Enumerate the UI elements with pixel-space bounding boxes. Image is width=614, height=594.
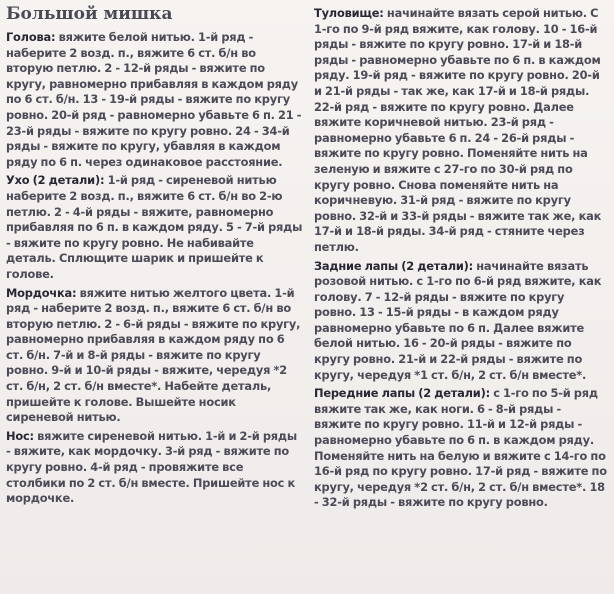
- section-ear: [6, 173, 304, 282]
- section-nose-label: Нос:: [6, 428, 34, 443]
- section-head-text: вяжите белой нитью. 1-й ряд - наберите 2 возд. п., вяжите 6 ст. б/н во вторую петлю. 2 - 12-й ряды - вяжите по кругу, равномерно прибавляя в каждом ряду по 6 ст. б/н. 13 - 19-й ряды - вяжите по кругу ровно. 20-й ряд - равномерно убавьте 6 п. 21 - 23-й ряды - вяжите по кругу ровно. 24 - 34-й ряды - вяжите по кругу, убавляя в каждом ряду по 6 п. через одинаковое расстояние.: [6, 30, 302, 169]
- page-title: Большой мишка: [6, 4, 173, 24]
- section-back-paws: [314, 259, 608, 384]
- section-ear-label: Ухо (2 детали):: [6, 173, 105, 188]
- section-back-paws-label: Задние лапы (2 детали):: [314, 258, 473, 273]
- section-body-label: Туловище:: [314, 6, 384, 20]
- right-column: [314, 6, 608, 514]
- section-muzzle: [6, 286, 304, 426]
- section-body: [314, 6, 608, 256]
- section-muzzle-label: Мордочка:: [6, 285, 77, 300]
- section-front-paws-text: с 1-го по 5-й ряд вяжите так же, как ноги. 6 - 8-й ряды - вяжите по кругу ровно. 11-й и 12-й ряды - равномерно убавьте по 6 п. в каждом ряду. Поменяйте нить на белую и вяжите с 14-го по 16-й ряд по кругу ровно. 17-й ряд - вяжите по кругу, чередуя *2 ст. б/н, 2 ст. б/н вместе*. 18 - 32-й ряды - вяжите по кругу ровно.: [314, 386, 607, 510]
- section-head: [6, 30, 304, 170]
- left-column: [6, 0, 304, 510]
- section-nose-text: вяжите сиреневой нитью. 1-й и 2-й ряды - вяжите, как мордочку. 3-й ряд - вяжите по кругу ровно. 4-й ряд - провяжите все столбики по 2 ст. б/н вместе. Пришейте нос к мордочке.: [6, 428, 297, 506]
- section-front-paws-label: Передние лапы (2 детали):: [314, 386, 490, 401]
- section-body-text: начинайте вязать серой нитью. С 1-го по 9-й ряд вяжите, как голову. 10 - 16-й ряды - вяжите по кругу ровно. 17-й и 18-й ряды - равномерно убавьте по 6 п. в каждом ряду. 19-й ряд - вяжите по кругу ровно. 20-й и 21-й ряды - так же, как 17-й и 18-й ряды. 22-й ряд - вяжите по кругу ровно. Далее вяжите коричневой нитью. 23-й ряд - равномерно убавьте 6 п. 24 - 26-й ряды - вяжите по кругу ровно. Поменяйте нить на зеленую и вяжите с 27-го по 30-й ряд по кругу ровно. Снова поменяйте нить на коричневую. 31-й ряд - вяжите по кругу ровно. 32-й и 33-й ряды - вяжите так же, как 17-й и 18-й ряды. 34-й ряд - стяните через петлю.: [314, 6, 602, 254]
- section-nose: [6, 429, 304, 507]
- section-front-paws: [314, 386, 608, 511]
- section-ear-text: 1-й ряд - сиреневой нитью наберите 2 возд. п., вяжите 6 ст. б/н во 2-ю петлю. 2 - 4-й ряды - вяжите, равномерно прибавляя по 6 п. в каждом ряду. 5 - 7-й ряды - вяжите по кругу ровно. Не набивайте деталь. Сплющите шарик и пришейте к голове.: [6, 173, 303, 281]
- section-back-paws-text: начинайте вязать розовой нитью. с 1-го по 6-й ряд вяжите, как голову. 7 - 12-й ряды - вяжите по кругу ровно. 13 - 15-й ряды - в каждом ряду равномерно убавьте по 6 п. Далее вяжите белой нитью. 16 - 20-й ряды - вяжите по кругу ровно. 21-й и 22-й ряды - вяжите по кругу, чередуя *1 ст. б/н, 2 ст. б/н вместе*.: [314, 258, 602, 382]
- section-head-label: Голова:: [6, 30, 56, 44]
- section-muzzle-text: вяжите нитью желтого цвета. 1-й ряд - наберите 2 возд. п., вяжите 6 ст. б/н во вторую петлю. 2 - 6-й ряды - вяжите по кругу, равномерно прибавляя в каждом ряду по 6 ст. б/н. 7-й и 8-й ряды - вяжите по кругу ровно. 9-й и 10-й ряды - вяжите, чередуя *2 ст. б/н, 2 ст. б/н вместе*. Набейте деталь, пришейте к голове. Вышейте носик сиреневой нитью.: [6, 285, 301, 425]
